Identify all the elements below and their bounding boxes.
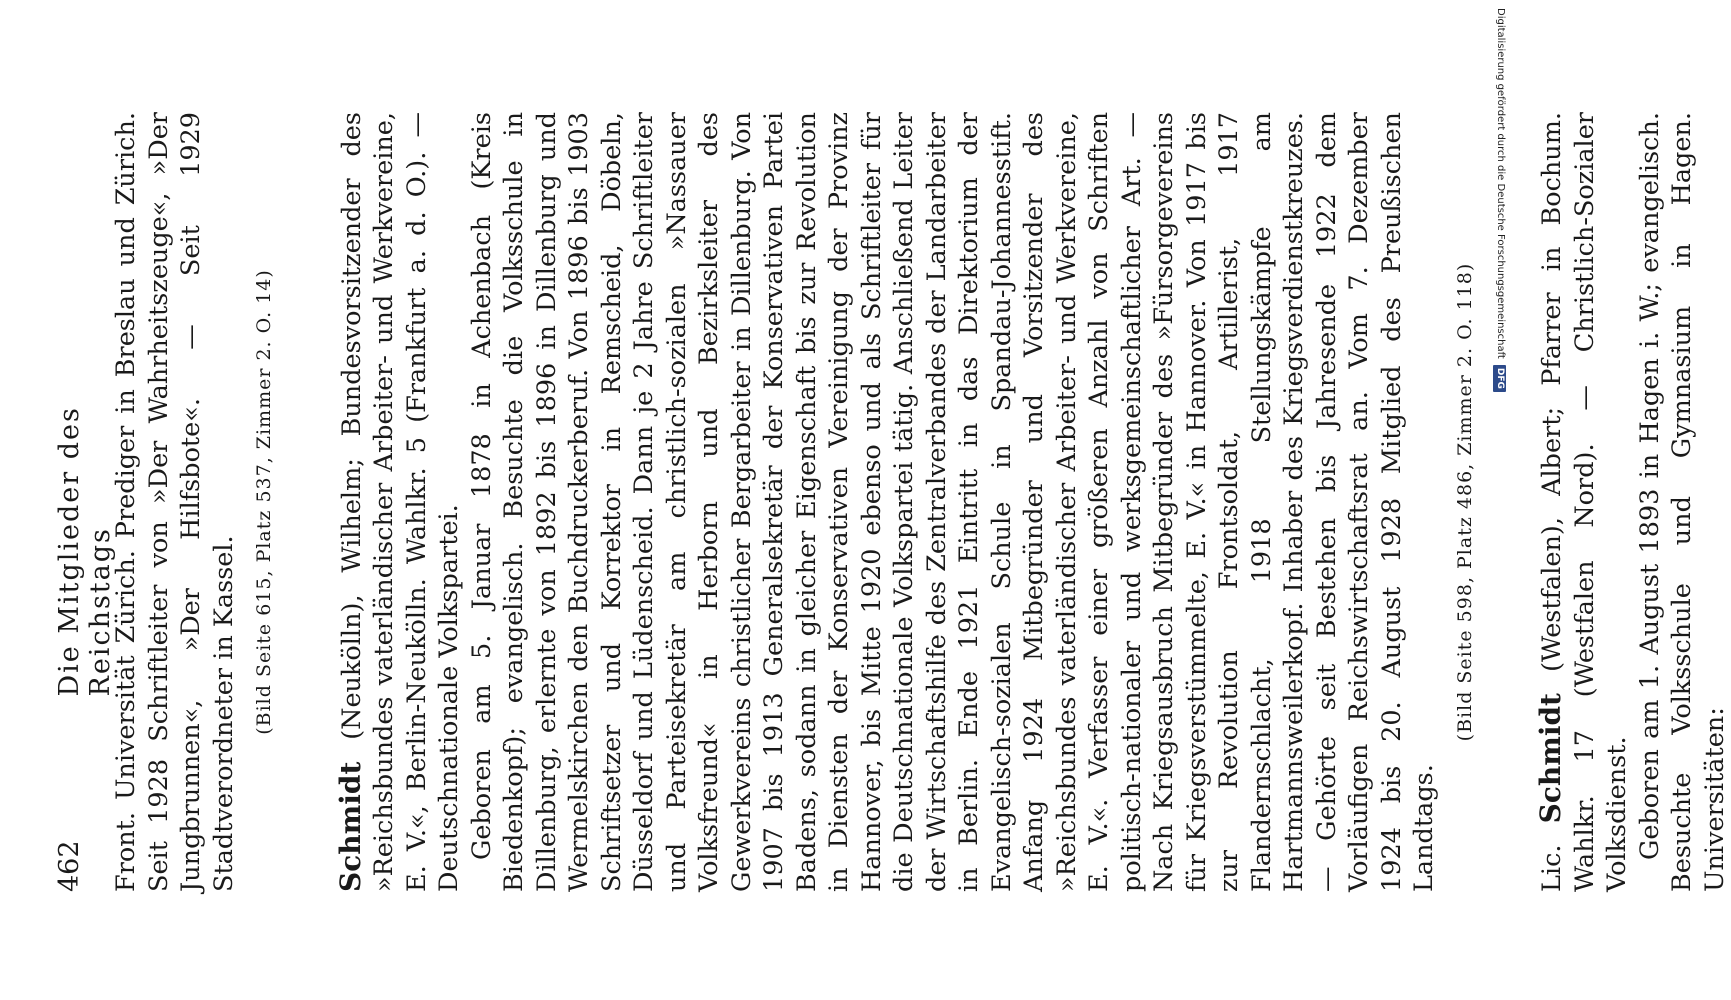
page-number: 462	[54, 840, 85, 892]
entry-intro: (Neukölln), Wilhelm; Bundesvorsitzender des »Reichsbundes vaterländischer Arbeiter- und Werkvereine, E. V.«, Berlin-Neukölln. Wahlkr. 5 (Frankfurt a. d. O.). — Deutschnationale Volkspartei.	[336, 112, 464, 892]
attribution-text: Digitalisierung gefördert durch die Deutsche Forschungsgemeinschaft	[1495, 8, 1506, 359]
digitization-sidebar	[1492, 8, 1508, 992]
entry-title-prefix: Lic.	[1537, 823, 1567, 892]
dfg-logo: DFG	[1494, 365, 1507, 392]
entry-name: Schmidt	[1534, 693, 1567, 824]
entry-schmidt-neukoelln-header	[335, 112, 466, 892]
image-reference-caption: (Bild Seite 615, Platz 537, Zimmer 2. O. 14)	[253, 269, 275, 735]
entry-name: Schmidt	[333, 761, 367, 892]
running-head: Die Mitglieder des Reichstags	[54, 406, 116, 697]
entry-schmidt-westfalen-header	[1535, 112, 1634, 892]
digitization-attribution	[1492, 8, 1508, 992]
image-reference-caption: (Bild Seite 598, Platz 486, Zimmer 2. O. 118)	[1453, 262, 1476, 742]
page-body	[110, 112, 1731, 892]
page-header	[54, 110, 116, 892]
entry-schmidt-westfalen-bio: Geboren am 1. August 1893 in Hagen i. W.; evangelisch. Besuchte Volksschule und Gymnasium in Hagen. Universitäten:	[1634, 112, 1730, 892]
entry-intro: (Westfalen), Albert; Pfarrer in Bochum. Wahlkr. 17 (Westfalen Nord). — Christlich-Sozialer Volksdienst.	[1537, 112, 1632, 892]
paragraph-continuation: Front. Universität Zürich. Prediger in Breslau und Zürich. Seit 1928 Schriftleiter von »Der Wahrheitszeuge«, »Der Jungbrunnen«, »Der Hilfsbote«. — Seit 1929 Stadtverordneter in Kassel.	[111, 112, 239, 892]
entry-schmidt-neukoelln-bio: Geboren am 5. Januar 1878 in Achenbach (Kreis Biedenkopf); evangelisch. Besuchte die Volksschule in Dillenburg, erlernte von 1892 bis 1896 in Dillenburg und Wermelskirchen den Buchdruckerberuf. Von 1896 bis 1903 Schriftsetzer und Korrektor in Remscheid, Döbeln, Düsseldorf und Lüdenscheid. Dann je 2 Jahre Schriftleiter und Parteisekretär am christlich-sozialen »Nassauer Volksfreund« in Herborn und Bezirksleiter des Gewerkvereins christlicher Bergarbeiter in Dillenburg. Von 1907 bis 1913 Generalsekretär der Konservativen Partei Badens, sodann in gleicher Eigenschaft bis zur Revolution in Diensten der Konservativen Vereinigung der Provinz Hannover, bis Mitte 1920 ebenso und als Schriftleiter für die Deutschnationale Volkspartei tätig. Anschließend Leiter der Wirtschaftshilfe des Zentralverbandes der Landarbeiter in Berlin. Ende 1921 Eintritt in das Direktorium der Evangelisch-sozialen Schule in Spandau-Johannesstift. Anfang 1924 Mitbegründer und Vorsitzender des »Reichsbundes vaterländischer Arbeiter- und Werkvereine, E. V.«. Verfasser einer größeren Anzahl von Schriften politisch-nationaler und werksgemeinschaftlicher Art. — Nach Kriegsausbruch Mitbegründer des »Fürsorgevereins für Kriegsverstümmelte, E. V.« in Hannover. Von 1917 bis zur Revolution Frontsoldat, Artillerist, 1917 Flandernschlacht, 1918 Stellungskämpfe am Hartmannsweilerkopf. Inhaber des Kriegsverdienstkreuzes. — Gehörte seit Bestehen bis Jahresende 1922 dem Vorläufigen Reichswirtschaftsrat an. Vom 7. Dezember 1924 bis 20. August 1928 Mitglied des Preußischen Landtags.	[466, 112, 1439, 892]
